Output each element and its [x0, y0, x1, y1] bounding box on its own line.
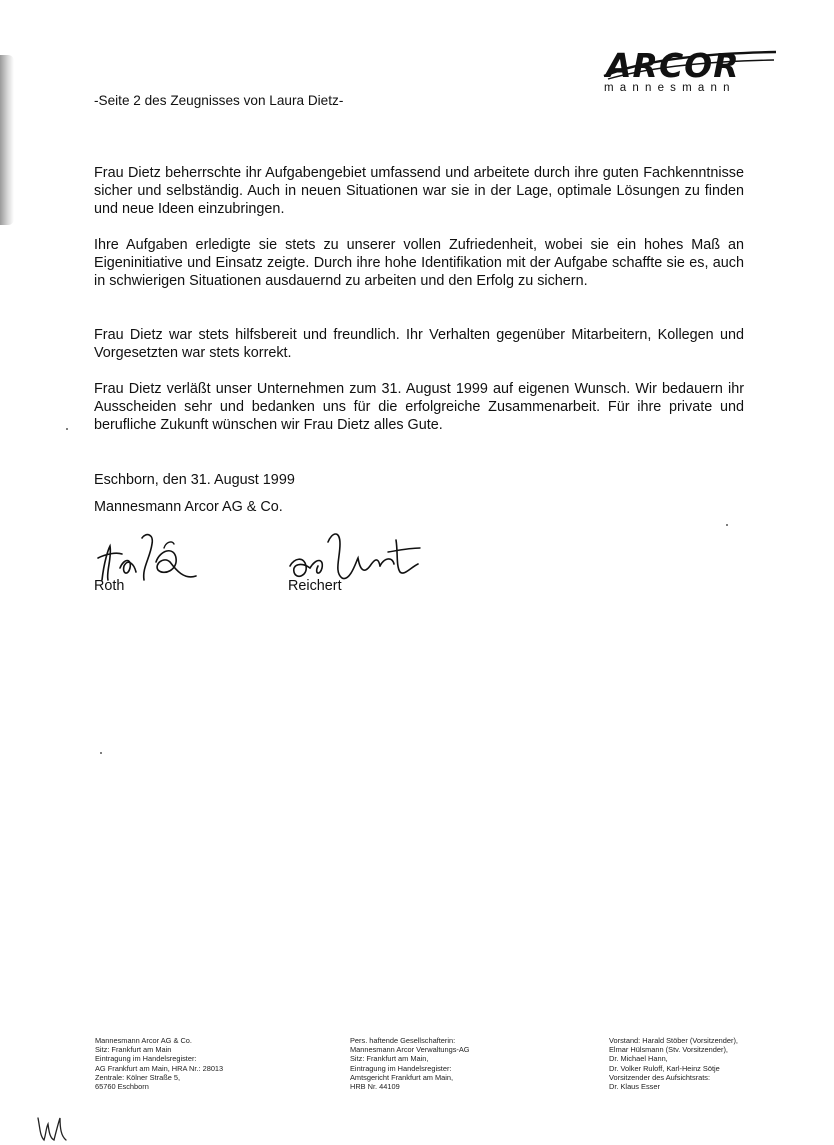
footer-line: Amtsgericht Frankfurt am Main, — [350, 1072, 454, 1082]
paragraph-4: Frau Dietz verläßt unser Unternehmen zum 31. August 1999 auf eigenen Wunsch. Wir bedauern ihr Ausscheiden sehr und bedanken uns für die erfolgreiche Zusammenarbeit. Für ihre private und berufliche Zukunft wünschen wir Frau Dietz alles Gute. — [94, 381, 744, 434]
logo-brand-text: ARCOR — [606, 46, 740, 85]
signatory-left-name: Roth — [94, 578, 125, 594]
paragraph-2: Ihre Aufgaben erledigte sie stets zu unserer vollen Zufriedenheit, wobei sie ein hohes Maß an Eigeninitiative und Einsatz zeigte. Durch ihre hohe Identifikation mit der Aufgabe schaffte sie es, auch in schwierigen Situationen ausdauernd zu arbeiten und den Erfolg zu sichern. — [94, 237, 744, 290]
scan-speck — [726, 524, 728, 526]
footer-line: Sitz: Frankfurt am Main — [95, 1045, 172, 1055]
arcor-logo — [598, 42, 782, 100]
footer-line: Dr. Klaus Esser — [609, 1082, 660, 1092]
place-date: Eschborn, den 31. August 1999 — [94, 472, 295, 488]
page-header: -Seite 2 des Zeugnisses von Laura Dietz- — [94, 93, 344, 108]
signatory-right-name: Reichert — [288, 578, 342, 594]
footer-line: Mannesmann Arcor Verwaltungs-AG — [350, 1045, 470, 1055]
footer-line: 65760 Eschborn — [95, 1082, 149, 1092]
footer-line: HRB Nr. 44109 — [350, 1082, 400, 1092]
footer-line: Eintragung im Handelsregister: — [350, 1063, 452, 1073]
paragraph-3: Frau Dietz war stets hilfsbereit und freundlich. Ihr Verhalten gegenüber Mitarbeitern, Kollegen und Vorgesetzten war stets korrekt. — [94, 327, 744, 362]
footer-line: Vorstand: Harald Stöber (Vorsitzender), — [609, 1036, 738, 1045]
logo-subbrand-text: mannesmann — [604, 82, 736, 94]
scan-speck — [100, 752, 102, 754]
footer-line: Sitz: Frankfurt am Main, — [350, 1054, 429, 1064]
footer-line: Vorsitzender des Aufsichtsrats: — [609, 1072, 711, 1082]
footer-line: Pers. haftende Gesellschafterin: — [350, 1036, 456, 1045]
footer-line: Elmar Hülsmann (Stv. Vorsitzender), — [609, 1045, 728, 1055]
handwritten-initials-icon — [34, 1112, 68, 1144]
scan-speck — [66, 428, 68, 430]
footer-line: Dr. Volker Ruloff, Karl-Heinz Sötje — [609, 1063, 720, 1073]
footer-partner-info — [350, 1036, 470, 1091]
scan-shadow-edge — [0, 55, 14, 225]
footer-company-info — [95, 1036, 223, 1091]
paragraph-1: Frau Dietz beherrschte ihr Aufgabengebiet umfassend und arbeitete durch ihre guten Fachkenntnisse sicher und selbständig. Auch in neuen Situationen war sie in der Lage, optimale Lösungen zu finden und neue Ideen einzubringen. — [94, 165, 744, 218]
company-name: Mannesmann Arcor AG & Co. — [94, 499, 283, 515]
footer-line: Eintragung im Handelsregister: — [95, 1054, 197, 1064]
footer-board-info — [609, 1036, 738, 1091]
footer-line: Zentrale: Kölner Straße 5, — [95, 1072, 181, 1082]
footer-line: Mannesmann Arcor AG & Co. — [95, 1036, 192, 1045]
footer-line: AG Frankfurt am Main, HRA Nr.: 28013 — [95, 1063, 224, 1073]
footer-line: Dr. Michael Hann, — [609, 1054, 668, 1064]
